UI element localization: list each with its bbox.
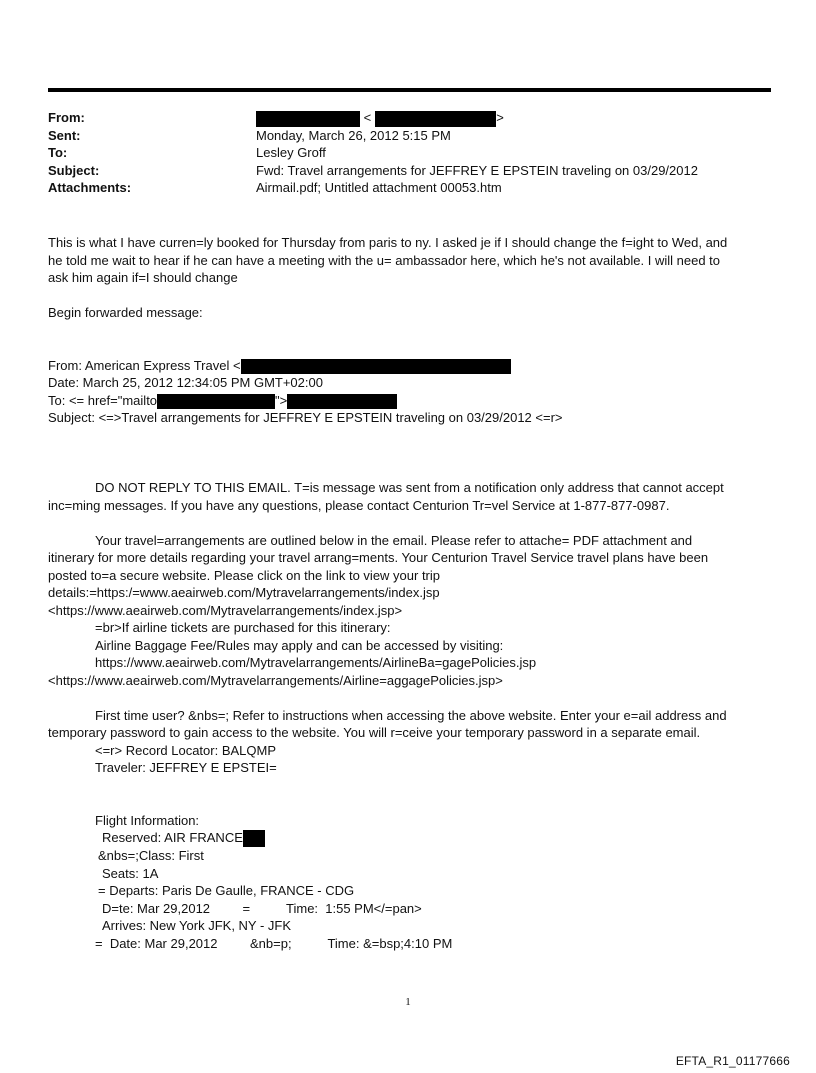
fwd-to-text: "> [275,392,288,408]
notice-line: DO NOT REPLY TO THIS EMAIL. T=is message was sent from a notification only address that cannot accept [95,480,724,495]
intro-line: ask him again if=I should change [48,270,238,285]
itinerary-line: =br>If airline tickets are purchased for this itinerary: [95,620,391,635]
flight-reserved [48,829,773,847]
attachments-value: Airmail.pdf; Untitled attachment 00053.htm [256,180,502,195]
flight-arrives: Arrives: New York JFK, NY - JFK [102,918,292,934]
itinerary-line: Airline Baggage Fee/Rules may apply and can be accessed by visiting: [95,637,504,653]
fwd-date: Date: March 25, 2012 12:34:05 PM GMT+02:00 [48,375,323,390]
redaction-block [157,394,275,409]
subject-row [48,162,771,180]
itinerary-line: Your travel=arrangements are outlined below in the email. Please refer to attache= PDF attachment and [95,532,693,548]
record-locator: <=r> Record Locator: BALQMP [95,742,277,758]
itinerary-line: posted to=a secure website. Please click on the link to view your trip [48,567,441,583]
sent-label: Sent: [48,127,81,143]
itinerary-line: itinerary for more details regarding your travel arrang=ments. Your Centurion Travel Service travel plans have been [48,550,709,565]
flight-seats: Seats: 1A [102,865,159,881]
redaction-block [375,111,496,127]
angle-open: < [363,110,372,125]
flight-arrival-date: = Date: Mar 29,2012 &nb=p; Time: &=bsp;4:10 PM [95,935,453,951]
flight-departs: = Departs: Paris De Gaulle, FRANCE - CDG [98,883,355,899]
attachments-label: Attachments: [48,180,132,195]
email-header [48,109,771,197]
sent-row [48,127,771,145]
subject-label: Subject: [48,162,100,178]
bates-number: EFTA_R1_01177666 [675,1054,790,1068]
sent-value: Monday, March 26, 2012 5:15 PM [256,127,451,143]
fwd-subject: Subject: <=>Travel arrangements for JEFFREY E EPSTEIN traveling on 03/29/2012 <=r> [48,410,563,425]
attachments-row [48,179,771,197]
itinerary-line: <https://www.aeairweb.com/Mytravelarrangements/index.jsp> [48,602,403,618]
to-row [48,144,771,162]
notice-line: inc=ming messages. If you have any questions, please contact Centurion Tr=vel Service at 1-877-877-0987. [48,497,670,513]
fwd-to-text: To: <= href="mailto [48,392,158,408]
flight-class: &nbs=;Class: First [98,848,204,864]
itinerary-line: details:=https:/=www.aeairweb.com/Mytravelarrangements/index.jsp [48,585,440,600]
angle-close: > [496,110,504,125]
first-time-line: temporary password to gain access to the website. You will r=ceive your temporary password in a separate email. [48,725,701,740]
intro-line: This is what I have curren=ly booked for Thursday from paris to ny. I asked je if I should change the f=ight to Wed, and [48,235,728,250]
itinerary-line: <https://www.aeairweb.com/Mytravelarrangements/Airline=aggagePolicies.jsp> [48,672,503,688]
to-value: Lesley Groff [256,145,326,160]
intro-line: he told me wait to hear if he can have a meeting with the u= ambassador here, which he's not available. I will need to [48,252,721,268]
traveler: Traveler: JEFFREY E EPSTEI= [95,760,277,775]
first-time-line: First time user? &nbs=; Refer to instructions when accessing the above website. Enter your e=ail address and [95,707,727,723]
fwd-to [48,392,773,410]
from-label: From: [48,110,85,125]
redaction-block [241,359,511,374]
flight-info-heading: Flight Information: [95,812,200,828]
header-rule [48,88,771,92]
email-body [48,234,773,952]
redaction-block [243,830,265,847]
from-row [48,109,771,127]
itinerary-line: https://www.aeairweb.com/Mytravelarrangements/AirlineBa=gagePolicies.jsp [95,655,537,670]
flight-departure-date: D=te: Mar 29,2012 = Time: 1:55 PM</=pan> [102,900,422,916]
from-value [256,109,504,127]
page-number: 1 [405,996,411,1008]
redaction-block [287,394,397,409]
begin-forwarded: Begin forwarded message: [48,305,203,320]
flight-reserved-text: Reserved: AIR FRANCE [102,830,243,845]
redaction-block [256,111,360,127]
fwd-from-text: From: American Express Travel < [48,357,241,373]
subject-value: Fwd: Travel arrangements for JEFFREY E EPSTEIN traveling on 03/29/2012 [256,162,698,178]
to-label: To: [48,145,68,160]
fwd-from [48,357,773,375]
